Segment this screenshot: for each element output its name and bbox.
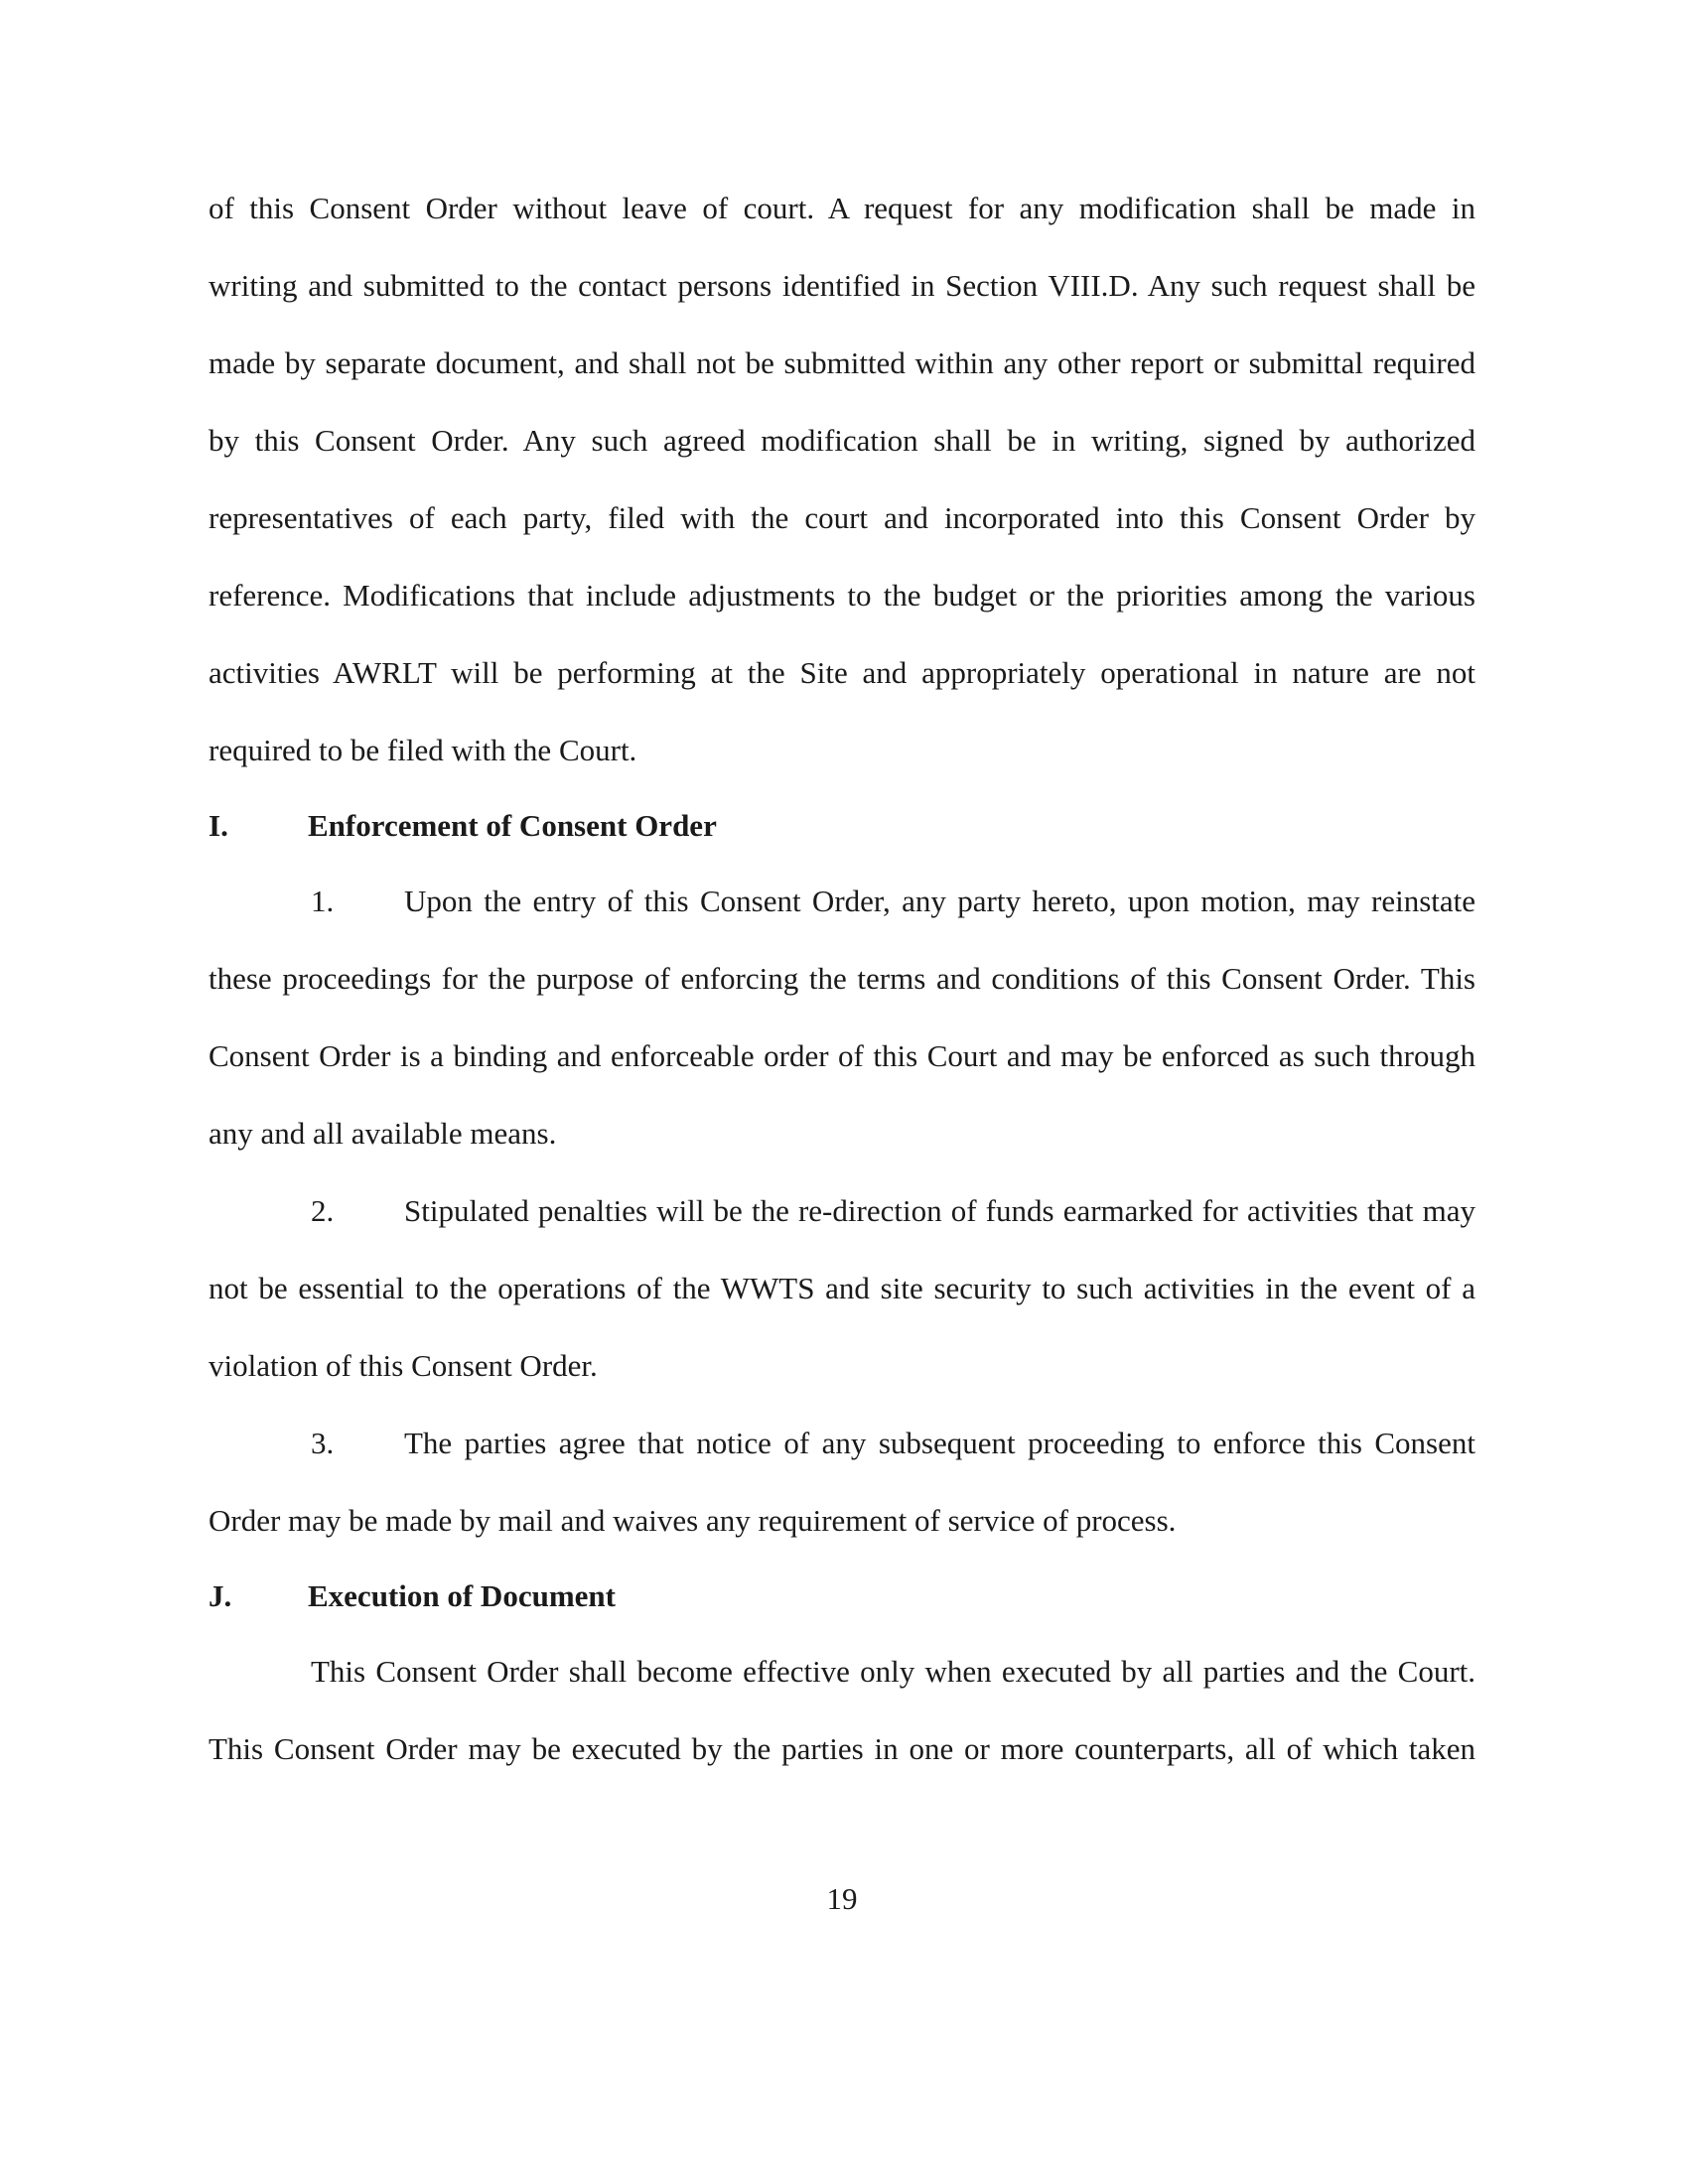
section-j-heading xyxy=(209,1576,616,1616)
section-j-p1-line: This Consent Order may be executed by the parties in one or more counterparts, all of which taken xyxy=(209,1731,1475,1766)
section-i-p3-line xyxy=(311,1424,1475,1463)
section-j-title: Execution of Document xyxy=(308,1578,616,1613)
section-i-heading xyxy=(209,806,717,846)
intro-line: representatives of each party, filed with the court and incorporated into this Consent Order by xyxy=(209,500,1475,535)
section-i-p2-line: violation of this Consent Order. xyxy=(209,1348,598,1383)
intro-line: writing and submitted to the contact persons identified in Section VIII.D. Any such request shall be xyxy=(209,268,1475,303)
section-j-p1-line: This Consent Order shall become effective only when executed by all parties and the Court. xyxy=(311,1654,1475,1689)
intro-line: reference. Modifications that include adjustments to the budget or the priorities among the various xyxy=(209,578,1475,613)
section-j-letter: J. xyxy=(209,1578,232,1613)
section-i-p1-line: these proceedings for the purpose of enforcing the terms and conditions of this Consent Order. This xyxy=(209,961,1475,996)
section-i-p1-line: any and all available means. xyxy=(209,1116,557,1151)
section-i-title: Enforcement of Consent Order xyxy=(308,808,717,843)
page-number: 19 xyxy=(826,1881,858,1916)
intro-line: made by separate document, and shall not be submitted within any other report or submittal required xyxy=(209,345,1475,380)
section-i-p3-text: The parties agree that notice of any subsequent proceeding to enforce this Consent xyxy=(404,1426,1475,1460)
section-i-p1-text: Upon the entry of this Consent Order, any party hereto, upon motion, may reinstate xyxy=(404,884,1475,918)
paragraph-number: 2. xyxy=(311,1193,335,1228)
section-i-p3-line: Order may be made by mail and waives any requirement of service of process. xyxy=(209,1503,1177,1538)
section-i-p1-line: Consent Order is a binding and enforceable order of this Court and may be enforced as such through xyxy=(209,1038,1475,1073)
paragraph-number: 1. xyxy=(311,884,335,918)
intro-line: by this Consent Order. Any such agreed modification shall be in writing, signed by authorized xyxy=(209,423,1475,458)
section-i-p1-line xyxy=(311,882,1475,921)
intro-line: required to be filed with the Court. xyxy=(209,733,637,767)
section-i-letter: I. xyxy=(209,808,228,843)
paragraph-number: 3. xyxy=(311,1426,335,1460)
section-i-p2-line: not be essential to the operations of the WWTS and site security to such activities in the event of a xyxy=(209,1271,1475,1305)
section-i-p2-text: Stipulated penalties will be the re-direction of funds earmarked for activities that may xyxy=(404,1193,1475,1228)
section-i-p2-line xyxy=(311,1191,1475,1231)
intro-line: of this Consent Order without leave of court. A request for any modification shall be made in xyxy=(209,191,1475,225)
intro-line: activities AWRLT will be performing at the Site and appropriately operational in nature are not xyxy=(209,655,1475,690)
